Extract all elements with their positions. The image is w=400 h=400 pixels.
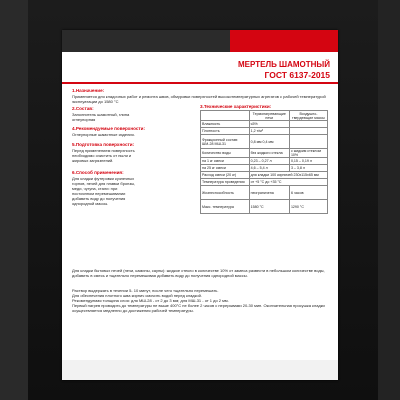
header-dark-band — [62, 30, 230, 52]
section-surfaces-title: 4.Рекомендуемые поверхности: — [72, 126, 146, 131]
table-cell: 0,15 – 0,19 л — [289, 158, 327, 165]
section-preparation-title: 5.Подготовка поверхности: — [72, 142, 135, 147]
product-title: МЕРТЕЛЬ ШАМОТНЫЙ — [238, 60, 330, 69]
header-red-band — [230, 30, 338, 52]
method-line: Раствор выдержать в течении 5- 10 минут, после чего тщательно перемешать. — [72, 288, 219, 293]
section-composition-title: 2.Состав: — [72, 106, 94, 111]
method-line: Рекомендуемая толщина слоя: для МШ-28 - от 2 до 3 мм; для МШ-31 - от 1 до 2 мм. — [72, 298, 229, 303]
table-cell: Расход смеси (20 кг) — [201, 172, 250, 179]
table-cell — [289, 135, 327, 149]
table-cell: Влажность — [201, 121, 250, 128]
table-cell: 0,23 – 0,27 л — [249, 158, 289, 165]
table-cell: с жидким стеклом 10% — [289, 149, 327, 158]
section-surfaces-text: Огнеупорные шамотные изделия. — [72, 132, 135, 137]
table-cell — [289, 121, 327, 128]
table-cell: на 1 кг смеси — [201, 158, 250, 165]
table-cell: 0,8 мм 0,4 мм — [249, 135, 289, 149]
table-cell: для кладки 100 кирпичей 230х115х65 мм — [249, 172, 327, 179]
table-cell: неограничена — [249, 186, 289, 200]
method-line: Для обеспечения плотного шва кирпич смочить водой перед кладкой. — [72, 293, 202, 298]
section-purpose-text: Применяется для кладочных работ и ремонта швов, обмуровки поверхностей высокотемпературных агрегатов с рабочей температурой эксплуатации до 1580 °С — [72, 94, 326, 104]
table-cell: 6 часов — [289, 186, 327, 200]
label-footer — [62, 360, 338, 380]
method-line: Первый нагрев проводить до температуры не выше 400°С не более 2 часов с перерывами 20-30 мин. Окончательная просушка кладки осуществляется медленно до достижения рабочей температуры. — [72, 303, 325, 313]
section-method-forge: Для кладки футеровки кузнечных горнов, печей для плавки бронзы, меди, чугуна, стали: при постоянном перемешивании добавить воду до получения однородной массы. — [72, 176, 136, 206]
table-cell: Макс. температура — [201, 200, 250, 214]
label-header — [62, 30, 338, 52]
title-divider — [62, 82, 338, 84]
table-col2-header: Воздушно-твердеющие массы — [289, 111, 327, 121]
section-method-household — [72, 268, 328, 278]
section-preparation-text: Перед применением поверхность необходимо очистить от пыли и жировых загрязнений. — [72, 148, 135, 163]
table-cell — [289, 128, 327, 135]
section-method-title: 6.Способ применения: — [72, 170, 124, 175]
table-cell: 3 – 3,8 л — [289, 165, 327, 172]
table-cell: от +5 °С до +35 °С — [249, 179, 327, 186]
household-text: Для кладки бытовых печей (печи, камины, сауны): жидкое стекло в количестве 10% от замеса развести в небольшом количестве воды, добавить в смесь и тщательно перемешивая добавить воду до получения однородной массы. — [72, 268, 325, 278]
section-specs-title: 3.Технические характеристики: — [200, 104, 272, 109]
table-cell: Фракционный состав: ШМ-28 МШ-31 — [201, 135, 250, 149]
table-cell: 1580 °С — [249, 200, 289, 214]
table-cell: 1290 °С — [289, 200, 327, 214]
section-purpose-title: 1.Назначение: — [72, 88, 105, 93]
table-cell: Количество воды — [201, 149, 250, 158]
table-cell: Плотность — [201, 128, 250, 135]
table-cell: ≤5% — [249, 121, 289, 128]
section-method-extra — [72, 288, 328, 313]
table-cell: Жизнеспособность — [201, 186, 250, 200]
table-corner — [201, 111, 250, 121]
table-cell: 1,2 т/м³ — [249, 128, 289, 135]
specs-table — [200, 110, 328, 214]
table-cell: 4,6 – 5,4 л — [249, 165, 289, 172]
table-cell: без жидкого стекла — [249, 149, 289, 158]
section-composition-text: Заполнитель шамотный, глина огнеупорная — [72, 112, 130, 122]
product-standard: ГОСТ 6137-2015 — [264, 70, 330, 80]
table-cell: на 25 кг смеси — [201, 165, 250, 172]
table-cell: Температура проведения — [201, 179, 250, 186]
product-label — [62, 30, 338, 380]
table-col1-header: Термонагревающие печи — [249, 111, 289, 121]
